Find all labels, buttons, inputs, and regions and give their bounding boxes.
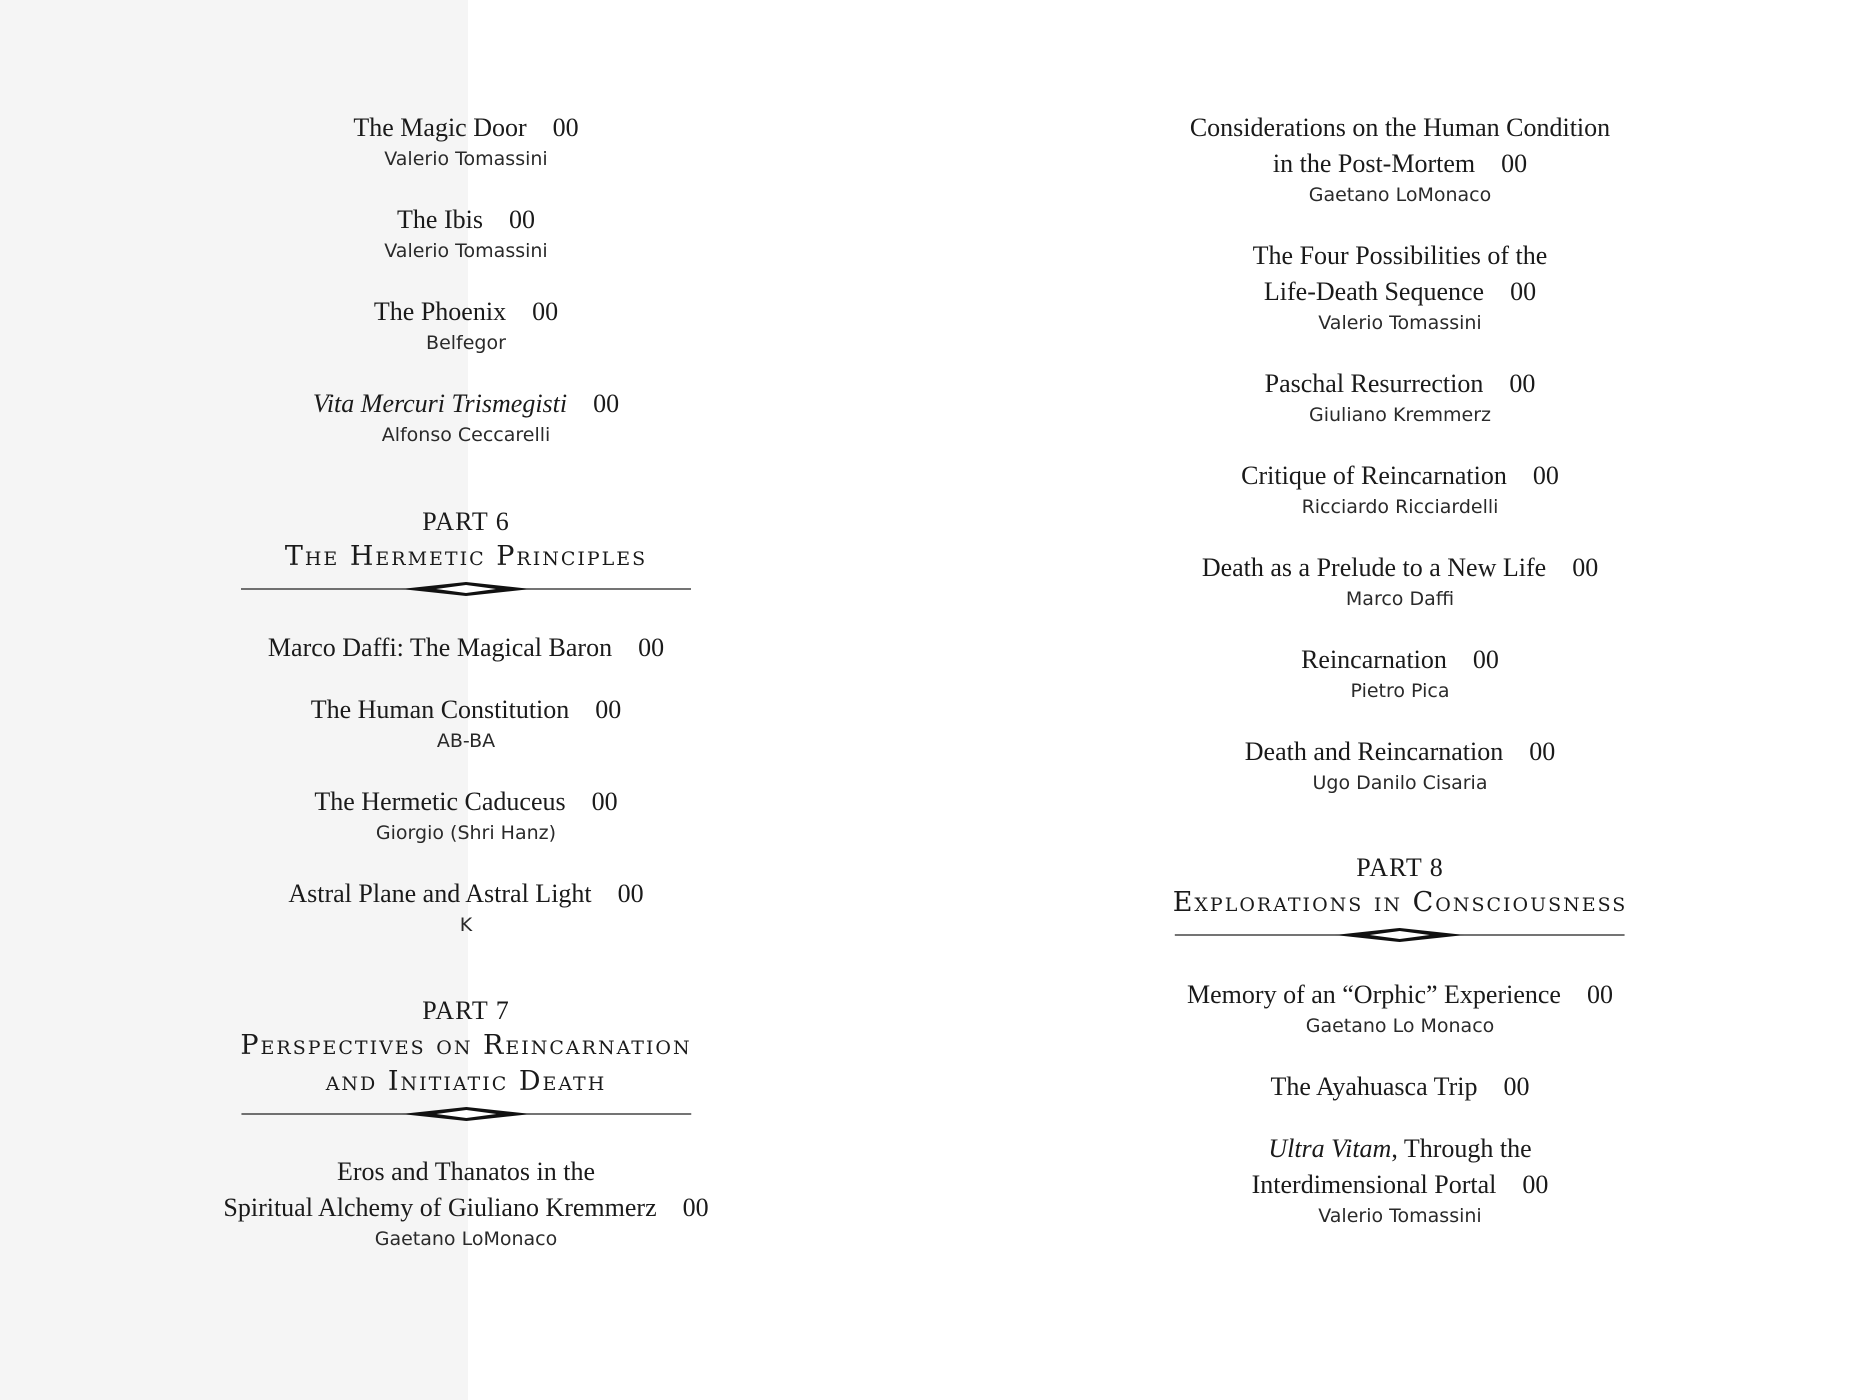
- entry-title: Astral Plane and Astral Light 00: [288, 879, 644, 908]
- entry-author: Giuliano Kremmerz: [1309, 404, 1491, 426]
- entry-title-line1: Eros and Thanatos in the: [336, 1157, 596, 1186]
- page-number: 00: [1522, 1170, 1549, 1199]
- entry-author: Marco Daffi: [1345, 588, 1455, 610]
- ornament-divider: [1175, 927, 1625, 943]
- page-number: 00: [591, 787, 618, 816]
- entry-author: AB-BA: [436, 730, 496, 752]
- entry-author: Belfegor: [426, 332, 506, 354]
- entry-title: The Ibis 00: [397, 205, 535, 234]
- ornament-divider: [241, 1106, 691, 1122]
- toc-entry[interactable]: [384, 202, 547, 264]
- part-header: [1173, 851, 1628, 943]
- page-number: 00: [593, 389, 620, 418]
- entry-author: Valerio Tomassini: [384, 240, 548, 262]
- page-number: 00: [617, 879, 644, 908]
- entry-author: Ugo Danilo Cisaria: [1312, 772, 1488, 794]
- toc-entry[interactable]: [1301, 642, 1499, 704]
- entry-title: Death and Reincarnation 00: [1244, 737, 1556, 766]
- entry-author: Alfonso Ceccarelli: [381, 424, 551, 446]
- toc-entry[interactable]: [311, 692, 622, 754]
- toc-entry[interactable]: [314, 784, 617, 846]
- page-number: 00: [1509, 369, 1536, 398]
- toc-entry[interactable]: [1190, 110, 1610, 208]
- entry-title: Paschal Resurrection 00: [1264, 369, 1536, 398]
- toc-entry[interactable]: [1245, 734, 1555, 796]
- toc-entry[interactable]: [268, 630, 664, 666]
- part-header: [241, 505, 691, 597]
- entry-title: Marco Daffi: The Magical Baron 00: [267, 633, 665, 662]
- part-heading: The Hermetic Principles: [284, 541, 648, 572]
- page-number: 00: [1472, 645, 1499, 674]
- entry-title-line1: Considerations on the Human Condition: [1189, 113, 1611, 142]
- toc-entry[interactable]: [1253, 238, 1548, 336]
- page-number: 00: [638, 633, 665, 662]
- entry-title-line1: The Four Possibilities of the: [1252, 241, 1548, 270]
- entry-title: The Human Constitution 00: [310, 695, 622, 724]
- page-number: 00: [1501, 149, 1528, 178]
- entry-author: Gaetano LoMonaco: [1308, 184, 1492, 206]
- page-number: 00: [1572, 553, 1599, 582]
- ornament-divider: [241, 581, 691, 597]
- entry-author: Pietro Pica: [1350, 680, 1450, 702]
- entry-author: Valerio Tomassini: [1318, 312, 1482, 334]
- entry-title: Critique of Reincarnation 00: [1241, 461, 1559, 490]
- toc-entry[interactable]: [1265, 366, 1536, 428]
- entry-author: Giorgio (Shri Hanz): [375, 822, 557, 844]
- toc-entry[interactable]: [353, 110, 578, 172]
- entry-author: Gaetano LoMonaco: [374, 1228, 558, 1250]
- entry-title: Reincarnation 00: [1301, 645, 1499, 674]
- part-label: PART 6: [422, 507, 510, 536]
- page-number: 00: [1532, 461, 1559, 490]
- entry-title: The Phoenix 00: [373, 297, 559, 326]
- page-number: 00: [1510, 277, 1537, 306]
- toc-entry[interactable]: [223, 1154, 708, 1252]
- entry-title: The Ayahuasca Trip 00: [1270, 1072, 1530, 1101]
- toc-entry[interactable]: [1252, 1131, 1549, 1229]
- page-number: 00: [532, 297, 559, 326]
- part-header: [240, 994, 691, 1122]
- entry-title: The Hermetic Caduceus 00: [314, 787, 618, 816]
- entry-title: Memory of an “Orphic” Experience 00: [1187, 980, 1613, 1009]
- entry-title: Death as a Prelude to a New Life 00: [1201, 553, 1599, 582]
- page-number: 00: [595, 695, 622, 724]
- toc-entry[interactable]: [1187, 977, 1613, 1039]
- part-heading: Explorations in Consciousness: [1172, 887, 1628, 918]
- toc-entry[interactable]: [313, 386, 619, 448]
- page-number: 00: [682, 1193, 709, 1222]
- toc-entry[interactable]: [1241, 458, 1559, 520]
- page-number: 00: [508, 205, 535, 234]
- page-number: 00: [1503, 1072, 1530, 1101]
- entry-title-line2: Spiritual Alchemy of Giuliano Kremmerz 00: [223, 1193, 709, 1222]
- entry-title-line2: Interdimensional Portal 00: [1251, 1170, 1549, 1199]
- page-number: 00: [1529, 737, 1556, 766]
- part-heading-line1: Perspectives on Reincarnation: [240, 1030, 692, 1061]
- entry-title: The Magic Door 00: [353, 113, 579, 142]
- entry-author: Valerio Tomassini: [1318, 1205, 1482, 1227]
- entry-title-line1: Ultra Vitam, Through the: [1268, 1134, 1532, 1163]
- entry-title-line2: Life-Death Sequence 00: [1263, 277, 1537, 306]
- page-number: 00: [552, 113, 579, 142]
- entry-author: Gaetano Lo Monaco: [1305, 1015, 1495, 1037]
- part-heading-line2: and Initiatic Death: [325, 1066, 607, 1097]
- entry-author: K: [459, 914, 473, 936]
- entry-title: Vita Mercuri Trismegisti 00: [312, 389, 620, 418]
- part-label: PART 7: [422, 996, 510, 1025]
- toc-entry[interactable]: [374, 294, 558, 356]
- toc-entry[interactable]: [1270, 1069, 1529, 1105]
- part-label: PART 8: [1356, 853, 1444, 882]
- entry-author: Ricciardo Ricciardelli: [1301, 496, 1499, 518]
- entry-author: Valerio Tomassini: [384, 148, 548, 170]
- page-number: 00: [1586, 980, 1613, 1009]
- entry-title-line2: in the Post-Mortem 00: [1272, 149, 1528, 178]
- toc-entry[interactable]: [1202, 550, 1598, 612]
- toc-entry[interactable]: [288, 876, 643, 938]
